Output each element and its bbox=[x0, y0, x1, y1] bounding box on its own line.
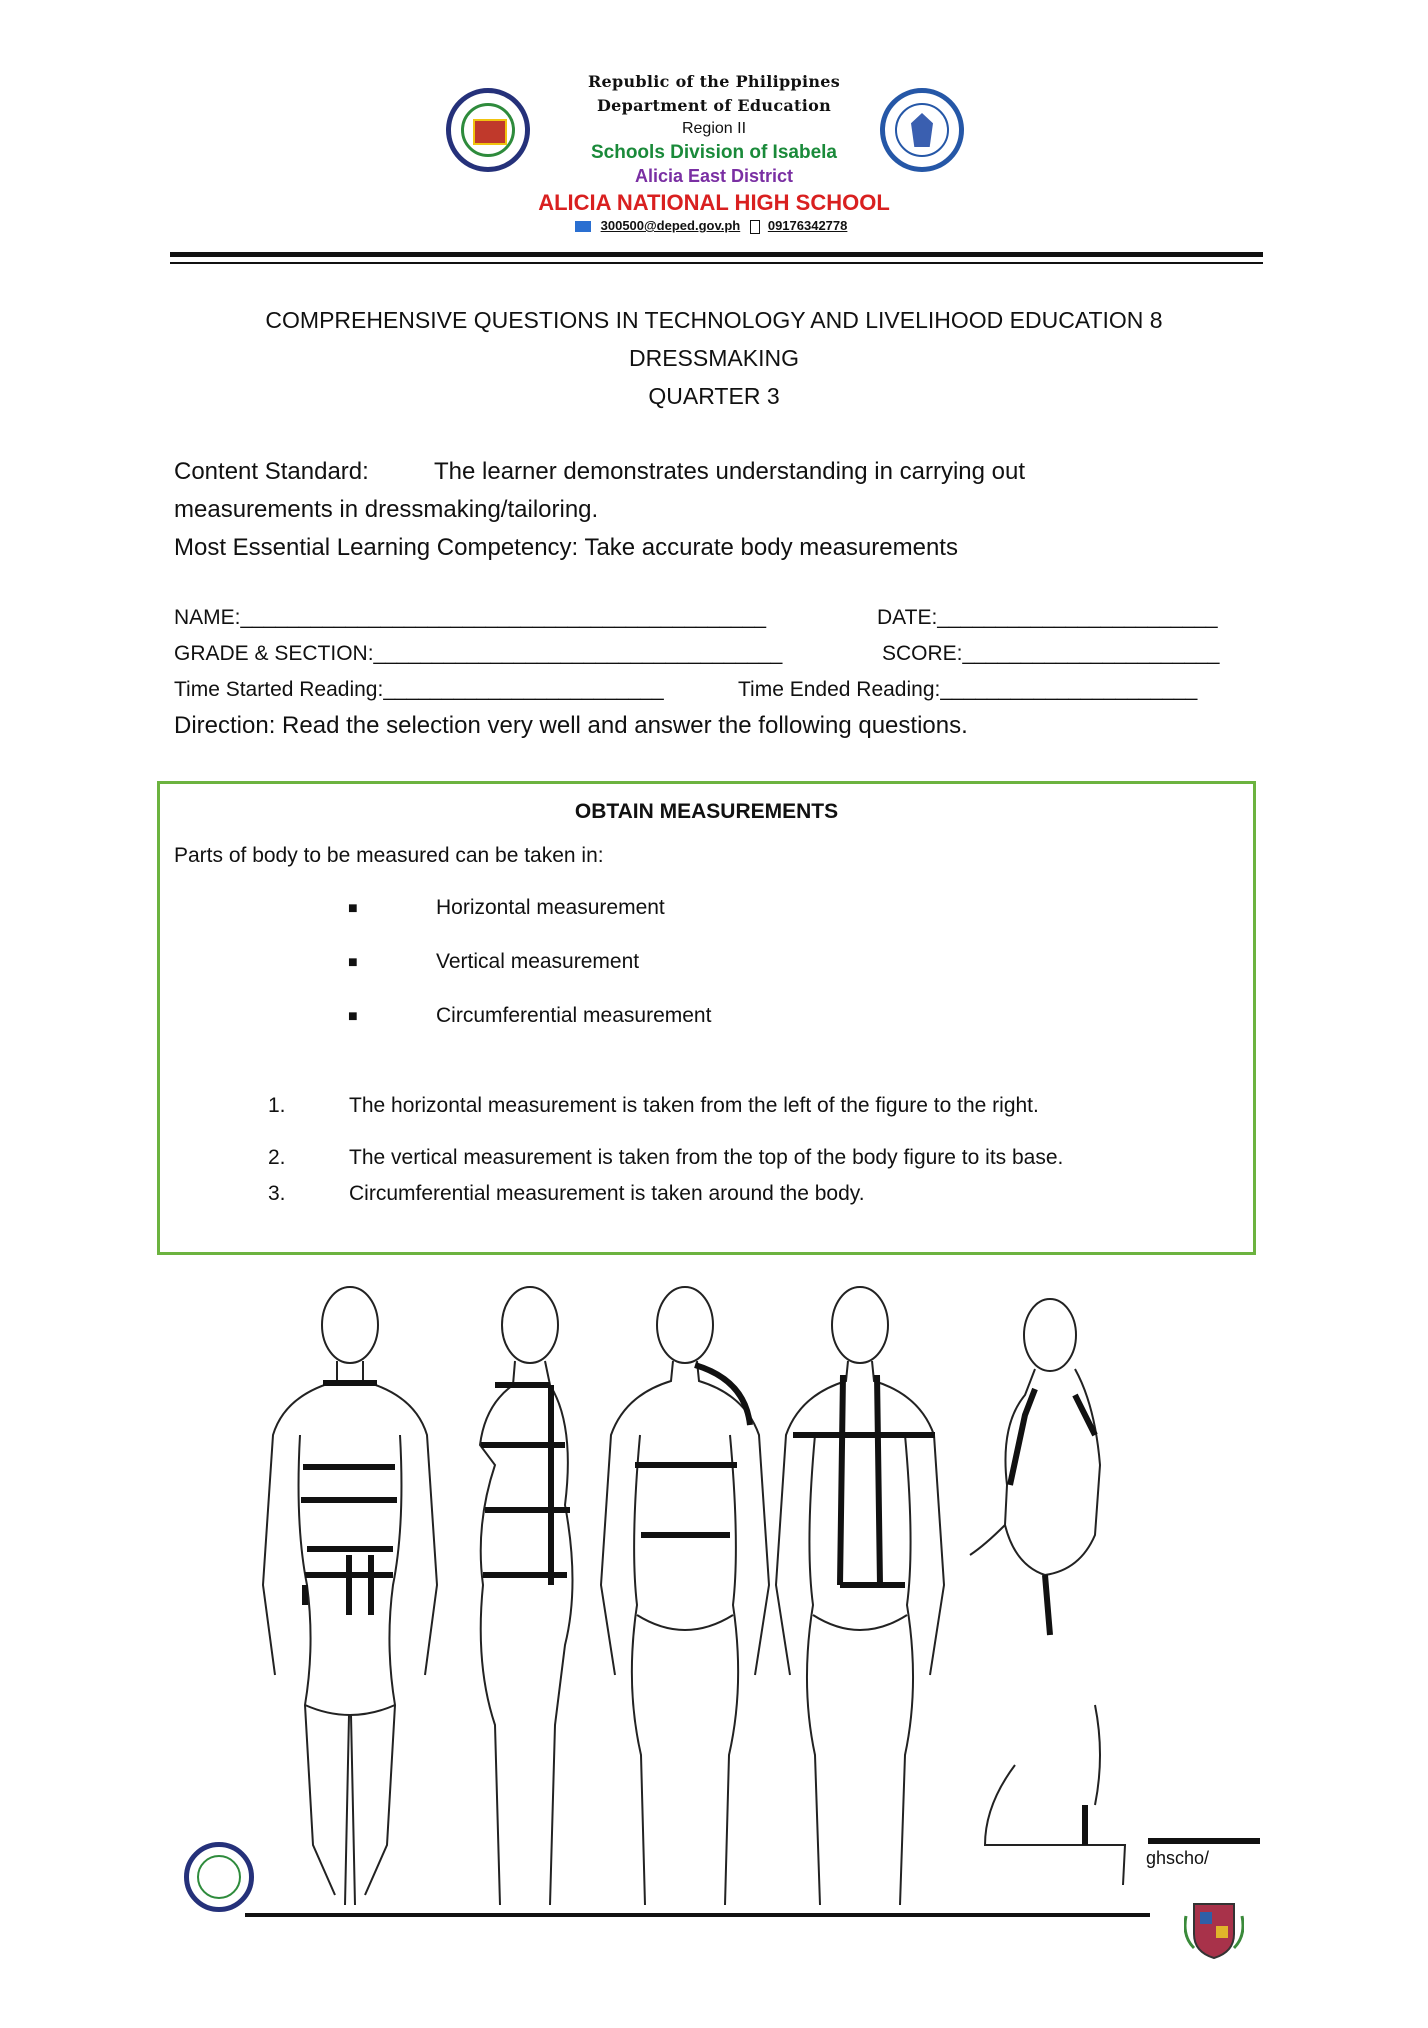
obtain-measurements-box bbox=[157, 781, 1256, 1255]
phone-icon bbox=[750, 220, 760, 234]
bullet-icon: ■ bbox=[348, 900, 358, 917]
republic-heading: Republic of the Philippines bbox=[587, 72, 841, 91]
bullet-circumferential: Circumferential measurement bbox=[436, 1004, 712, 1027]
content-standard-text: The learner demonstrates understanding in carrying out bbox=[434, 458, 1025, 485]
list-number: 1. bbox=[268, 1094, 286, 1117]
list-item-vertical: The vertical measurement is taken from the top of the body figure to its base. bbox=[349, 1146, 1064, 1169]
list-item-circumferential: Circumferential measurement is taken around the body. bbox=[349, 1182, 865, 1205]
footer-school-seal bbox=[184, 1842, 254, 1912]
list-number: 2. bbox=[268, 1146, 286, 1169]
content-standard-label: Content Standard: bbox=[174, 458, 369, 485]
measurement-lines bbox=[301, 1365, 1095, 1845]
subject-title: DRESSMAKING bbox=[629, 345, 799, 371]
quarter-title: QUARTER 3 bbox=[648, 383, 780, 409]
bullet-icon: ■ bbox=[348, 1008, 358, 1025]
email-text: 300500@deped.gov.ph bbox=[600, 218, 741, 233]
time-started-field[interactable]: Time Started Reading:________________________ bbox=[174, 678, 664, 701]
grade-section-field[interactable]: GRADE & SECTION:___________________________________ bbox=[174, 642, 783, 665]
header-divider-thin bbox=[170, 262, 1263, 264]
box-intro: Parts of body to be measured can be taken in: bbox=[174, 844, 604, 867]
phone-text: 09176342778 bbox=[767, 218, 848, 233]
district-heading: Alicia East District bbox=[634, 166, 794, 186]
box-title: OBTAIN MEASUREMENTS bbox=[574, 800, 839, 823]
bullet-vertical: Vertical measurement bbox=[436, 950, 640, 973]
contact-line bbox=[0, 218, 1428, 234]
district-crest-logo bbox=[1184, 1896, 1244, 1962]
school-name: ALICIA NATIONAL HIGH SCHOOL bbox=[538, 190, 890, 215]
footer-rule bbox=[1148, 1838, 1260, 1844]
figure-side bbox=[480, 1287, 573, 1905]
direction-text: Direction: Read the selection very well and answer the following questions. bbox=[174, 712, 968, 739]
bullet-icon: ■ bbox=[348, 954, 358, 971]
division-heading: Schools Division of Isabela bbox=[590, 142, 837, 163]
name-field[interactable]: NAME:_____________________________________________ bbox=[174, 606, 767, 629]
header-divider-thick bbox=[170, 252, 1263, 257]
department-heading: Department of Education bbox=[596, 96, 832, 115]
email-icon bbox=[575, 221, 591, 232]
content-standard-text-cont: measurements in dressmaking/tailoring. bbox=[174, 496, 599, 523]
time-ended-field[interactable]: Time Ended Reading:______________________ bbox=[738, 678, 1198, 701]
score-field[interactable]: SCORE:______________________ bbox=[882, 642, 1220, 665]
figure-back bbox=[601, 1287, 769, 1905]
body-measurement-figures bbox=[245, 1285, 1150, 1925]
melc-text: Most Essential Learning Competency: Take accurate body measurements bbox=[174, 534, 958, 561]
bullet-horizontal: Horizontal measurement bbox=[436, 896, 665, 919]
list-number: 3. bbox=[268, 1182, 286, 1205]
date-field[interactable]: DATE:________________________ bbox=[877, 606, 1218, 629]
region-heading: Region II bbox=[681, 120, 747, 137]
document-title: COMPREHENSIVE QUESTIONS IN TECHNOLOGY AND LIVELIHOOD EDUCATION 8 bbox=[265, 307, 1163, 333]
figure-front-tape bbox=[776, 1287, 944, 1905]
footer-link-text[interactable]: ghscho/ bbox=[1146, 1848, 1210, 1868]
list-item-horizontal: The horizontal measurement is taken from the left of the figure to the right. bbox=[349, 1094, 1039, 1117]
